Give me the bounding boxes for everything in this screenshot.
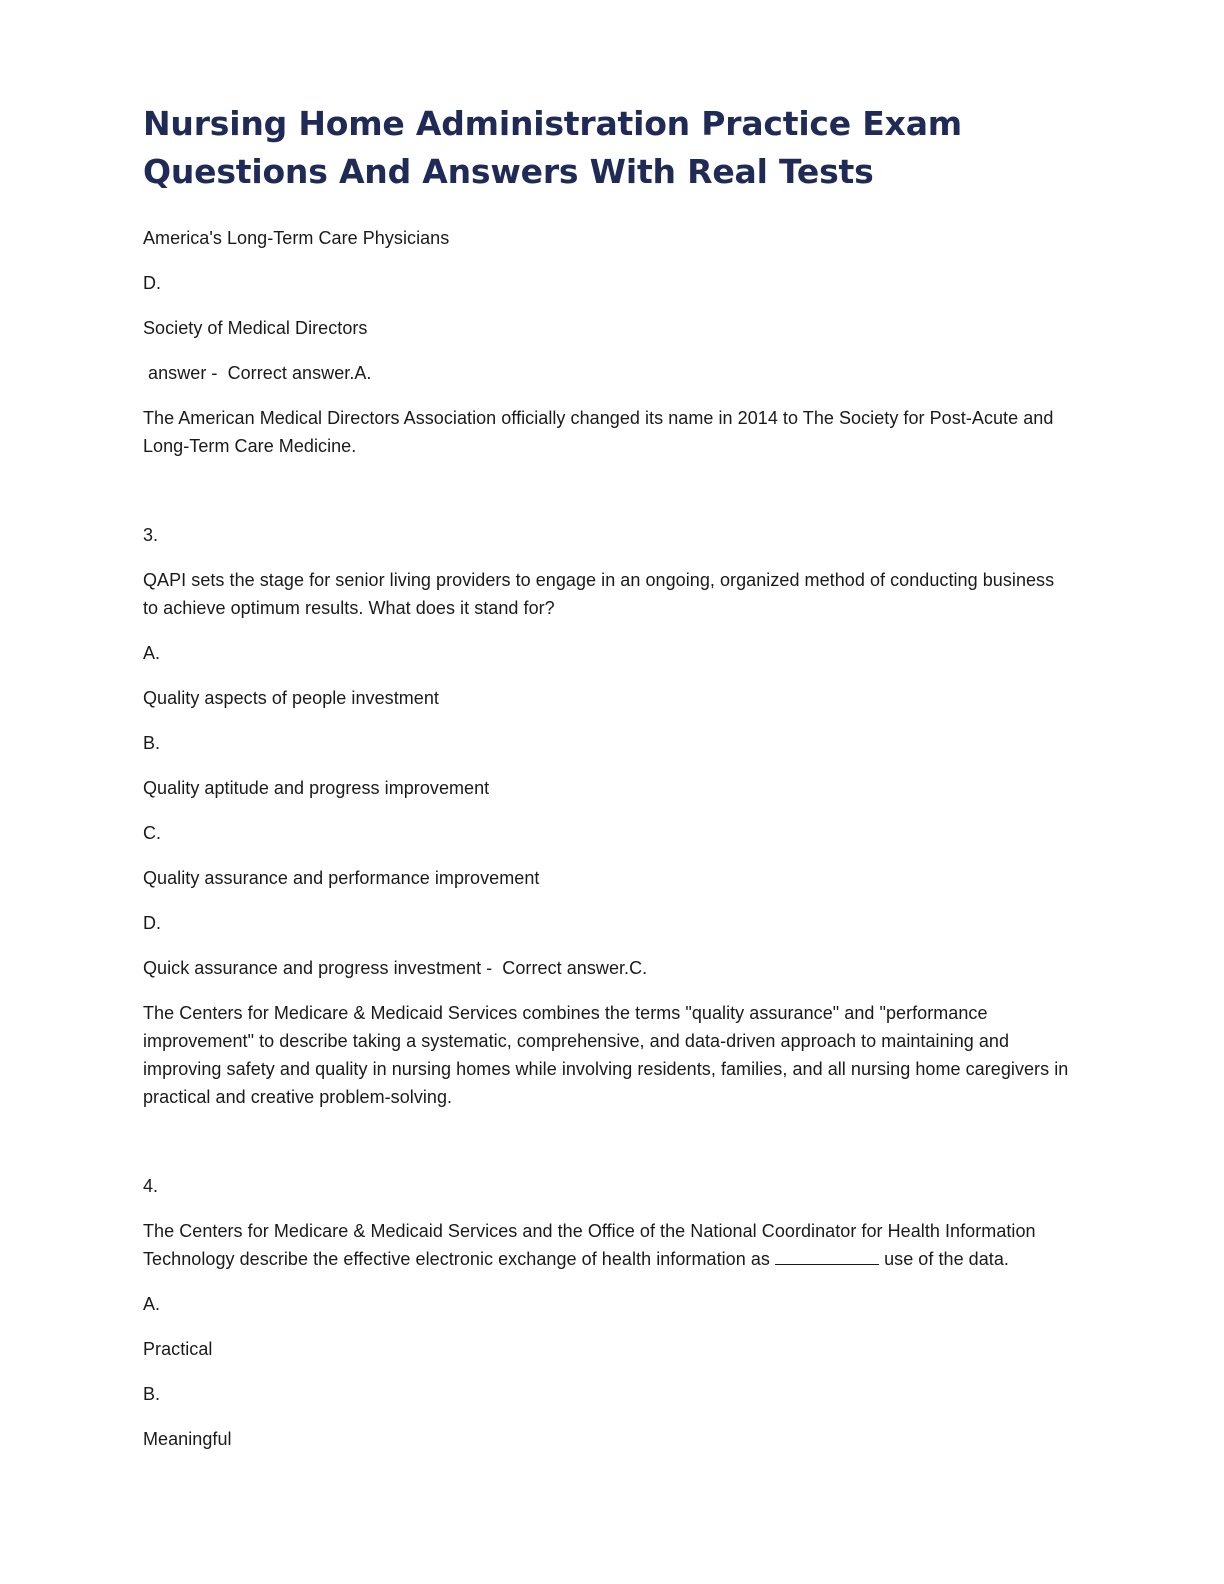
q4-option-a-label: A.: [143, 1294, 161, 1314]
q2-option-d-text: Society of Medical Directors: [143, 318, 368, 338]
q3-option-a-label: A.: [143, 643, 161, 663]
q3-question: QAPI sets the stage for senior living providers to engage in an ongoing, organized method of conducting business to achieve optimum results. What does it stand for?: [143, 570, 1055, 618]
q4-option-b-text: Meaningful: [143, 1429, 232, 1449]
document-title: [143, 100, 1073, 196]
q4-question: [143, 1217, 1073, 1273]
title-line-1: Nursing Home Administration Practice Exam: [143, 104, 962, 143]
q2-explanation: The American Medical Directors Association officially changed its name in 2014 to The Society for Post-Acute and Long-Term Care Medicine.: [143, 408, 1054, 456]
q3-option-a-text: Quality aspects of people investment: [143, 688, 439, 708]
q4-number: 4.: [143, 1176, 159, 1196]
q3-option-b-label: B.: [143, 733, 161, 753]
title-line-2: Questions And Answers With Real Tests: [143, 152, 874, 191]
q3-option-d-text: Quick assurance and progress investment - Correct answer.C.: [143, 958, 648, 978]
q3-number: 3.: [143, 525, 159, 545]
q3-option-c-label: C.: [143, 823, 162, 843]
q2-answer: answer - Correct answer.A.: [143, 363, 372, 383]
q4-option-b-label: B.: [143, 1384, 161, 1404]
q4-option-a-text: Practical: [143, 1339, 213, 1359]
q3-option-c-text: Quality assurance and performance improvement: [143, 868, 540, 888]
q4-question-part-2: use of the data.: [884, 1249, 1009, 1269]
document-page: [143, 100, 1073, 1453]
q3-explanation: The Centers for Medicare & Medicaid Services combines the terms "quality assurance" and "performance improvement" to describe taking a systematic, comprehensive, and data-driven approach to maintaining and improving safety and quality in nursing homes while involving residents, families, and all nursing home caregivers in practical and creative problem-solving.: [143, 1003, 1069, 1107]
q3-option-d-label: D.: [143, 913, 162, 933]
q3-option-b-text: Quality aptitude and progress improvement: [143, 778, 490, 798]
q4-question-part-1: The Centers for Medicare & Medicaid Services and the Office of the National Coordinator for Health Information Technology describe the effective electronic exchange of health information as: [143, 1221, 1036, 1269]
q2-option-c-text: America's Long-Term Care Physicians: [143, 228, 450, 248]
fill-in-blank: [775, 1246, 879, 1265]
q2-option-d-label: D.: [143, 273, 162, 293]
